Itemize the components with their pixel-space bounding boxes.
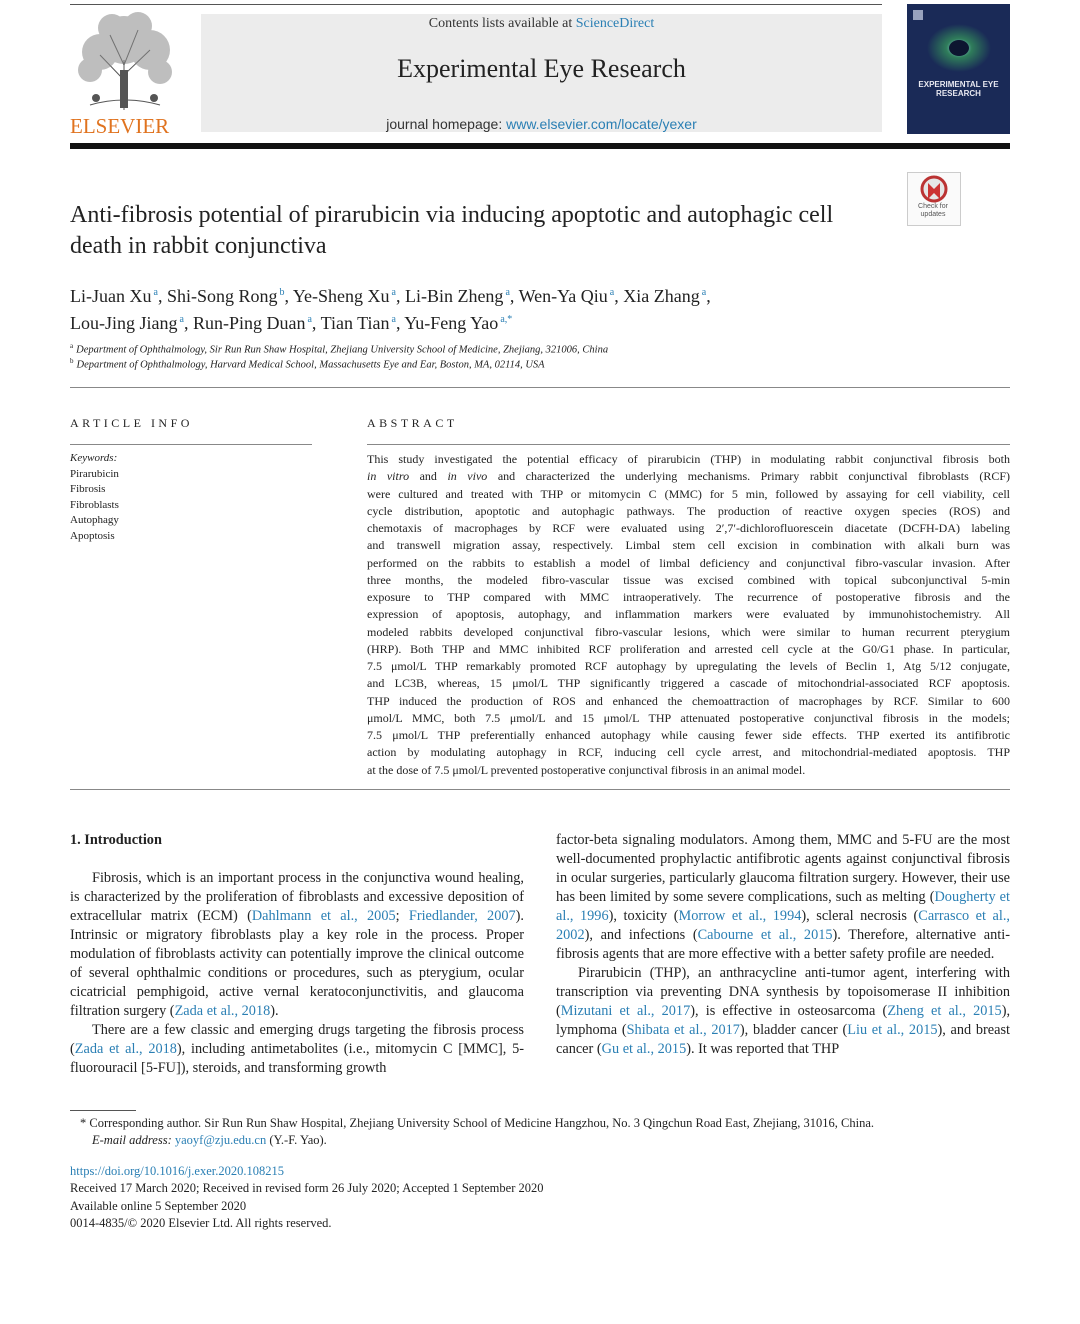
abstract-line: action by modulating autophagy in RCF, inducing cell cycle arrest, and mitochondrial-mediated apoptosis. THP [367, 745, 1010, 760]
abstract-line: This study investigated the potential efficacy of pirarubicin (THP) in modulating rabbit conjunctival fibrosis both [367, 452, 1010, 466]
author-affiliation-mark[interactable]: a [307, 314, 312, 325]
article-footer [70, 1163, 544, 1232]
author-list: Li-Juan Xu $^a$, Shi-Song Rong $^b$, Ye-Sheng Xu $^a$, Li-Bin Zheng $^a$, Wen-Ya Qiu $^a$, Xia Zhang $^a$, Lou-Jing Jiang $^a$, Run-Ping Duan $^a$, Tian Tian $^a$, Yu-Feng Yao $^{a,*}$ [70, 286, 711, 333]
journal-homepage-link[interactable]: www.elsevier.com/locate/yexer [506, 116, 697, 132]
abstract-line: modeled rabbits developed conjunctival fibro-vascular lesions, which were similar to human recurrent pterygium [367, 624, 1010, 639]
author-name[interactable]: Tian Tian [320, 313, 390, 333]
author-name[interactable]: Yu-Feng Yao [404, 313, 499, 333]
journal-name: Experimental Eye Research [397, 54, 686, 83]
paragraph: There are a few classic and emerging drugs targeting the fibrosis process (Zada et al., 2018), including antimetabolites (i.e., mitomycin C [MMC], 5-fluorouracil [5-FU]), steroids, and transforming growth [70, 1022, 524, 1076]
citation-link[interactable]: Friedlander, 2007 [408, 908, 516, 924]
citation-link[interactable]: Zada et al., 2018 [174, 1003, 271, 1019]
abstract-line: in vitro and in vivo and characterized the underlying mechanisms. Primary rabbit conjunctival fibroblasts (RCF) [367, 469, 1011, 484]
received-dates: Received 17 March 2020; Received in revised form 26 July 2020; Accepted 1 September 2020 [70, 1181, 544, 1196]
abstract-line: were cultured and treated with THP or mitomycin C (MMC) for 5 min, followed by assaying for cell viability, cell [367, 486, 1010, 501]
check-for-updates-label: Check for updates [918, 203, 948, 218]
citation-link[interactable]: Gu et al., 2015 [601, 1041, 687, 1057]
citation-link[interactable]: Morrow et al., 1994 [678, 908, 802, 924]
author-affiliation-mark[interactable]: a [505, 287, 510, 298]
author-name[interactable]: Li-Juan Xu [70, 286, 152, 306]
email-link[interactable]: yaoyf@zju.edu.cn [174, 1133, 267, 1147]
citation-link[interactable]: Carrasco et al., 2002 [556, 908, 1010, 943]
citation-link[interactable]: Liu et al., 2015 [847, 1022, 938, 1038]
abstract-bottom-rule [70, 789, 1010, 790]
copyright: 0014-4835/© 2020 Elsevier Ltd. All rights reserved. [70, 1215, 332, 1230]
cover-title: EXPERIMENTAL EYE RESEARCH [918, 80, 999, 98]
keyword: Apoptosis [70, 529, 115, 542]
paragraph: factor-beta signaling modulators. Among them, MMC and 5-FU are the most well-documented prophylactic antifibrotic agents against conjunctival fibrosis in ocular surgeries, particularly glaucoma filtration surgery. However, their use has been limited by some severe complications, such as melting (Dougherty et al., 1996), toxicity (Morrow et al., 1994), scleral necrosis (Carrasco et al., 2002), and infections (Cabourne et al., 2015). Therefore, alternative anti-fibrosis agents that are more effective with a better safety profile are needed. [556, 832, 1010, 962]
keyword: Fibrosis [70, 483, 106, 495]
author-name[interactable]: Ye-Sheng Xu [292, 286, 390, 306]
author-name[interactable]: Run-Ping Duan [192, 313, 306, 333]
title-rule [70, 387, 1010, 388]
footnote-rule [70, 1110, 136, 1111]
journal-cover-image [907, 4, 1010, 134]
author-name[interactable]: Li-Bin Zheng [404, 286, 504, 306]
author-affiliation-mark[interactable]: a [391, 314, 396, 325]
abstract-line: and LC3B, whereas, 15 μmol/L THP significantly triggered a cascade of mitochondrial-associated RCF apoptosis. [367, 676, 1010, 691]
intro-heading: 1. Introduction [70, 832, 162, 848]
abstract-line: cycle distribution, apoptotic and autophagic pathways. The production of reactive oxygen species (ROS) and [367, 503, 1010, 518]
author-affiliation-mark[interactable]: a [153, 287, 158, 298]
keyword: Fibroblasts [70, 498, 119, 511]
header-top-rule [70, 4, 882, 5]
author-name[interactable]: Xia Zhang [623, 286, 700, 306]
abstract-line: expression of apoptosis, autophagy, and inflammation markers were evaluated by immunohistochemistry. All [367, 607, 1010, 622]
abstract-line: (HRP). Both THP and MMC inhibited RCF proliferation and arrested cell cycle at the G0/G1 phase. In particular, [367, 641, 1010, 656]
email-note: E-mail address: yaoyf@zju.edu.cn (Y.-F. Yao). [92, 1133, 327, 1147]
author-affiliation-mark[interactable]: b [279, 287, 285, 298]
affiliation-a: $^a$ Department of Ophthalmology, Sir Run Run Shaw Hospital, Zhejiang University School of Medicine, Zhejiang, 321006, China [70, 342, 609, 356]
article-info-heading: ARTICLE INFO [70, 416, 193, 430]
keyword: Pirarubicin [70, 467, 119, 480]
abstract-line: 7.5 μmol/L THP remarkably promoted RCF autophagy by upregulating the levels of Beclin 1, Atg 5/12 conjugate, [367, 659, 1010, 673]
abstract-line: three months, the modeled fibro-vascular tissue was excised combined with topical subconjunctival 5-min [367, 572, 1010, 587]
keywords-label: Keywords: [70, 452, 118, 464]
author-affiliation-mark[interactable]: a,* [500, 314, 513, 325]
abstract-line: μmol/L MMC, both 7.5 μmol/L and 15 μmol/L THP attenuated postoperative conjunctival fibrosis in the models; [367, 710, 1010, 725]
author-name[interactable]: Shi-Song Rong [166, 286, 278, 306]
article-info-rule [70, 444, 312, 445]
corresponding-author-note: * Corresponding author. Sir Run Run Shaw Hospital, Zhejiang University School of Medicine Hangzhou, No. 3 Qingchun Road East, Zhejiang, 31016, China. [80, 1116, 874, 1130]
author-affiliation-mark[interactable]: a [701, 287, 707, 298]
keyword: Autophagy [70, 514, 119, 526]
contents-line: Contents lists available at ScienceDirect [428, 16, 655, 31]
intro-left-column [70, 869, 524, 1078]
paragraph: Pirarubicin (THP), an anthracycline anti-tumor agent, interfering with transcription via preventing DNA synthesis by topoisomerase II inhibition (Mizutani et al., 2017), is effective in osteosarcoma (Zheng et al., 2015), lymphoma (Shibata et al., 2017), bladder cancer (Liu et al., 2015), and breast cancer (Gu et al., 2015). It was reported that THP [556, 965, 1011, 1057]
citation-link[interactable]: Zada et al., 2018 [74, 1041, 177, 1057]
abstract-line: THP induced the production of ROS and enhanced the chemoattraction of macrophages by RCF. Similar to 600 [367, 693, 1010, 708]
abstract-line: performed on the rabbits to establish a model of limbal deficiency and conjunctival fibro-vascular invasion. After [367, 555, 1010, 570]
abstract-heading: ABSTRACT [367, 416, 458, 430]
keywords-block [70, 451, 119, 544]
abstract-line: exposure to THP compared with MMC intraoperatively. The recurrence of postoperative fibrosis and the [367, 590, 1010, 604]
author-affiliation-mark[interactable]: a [179, 314, 184, 325]
paragraph: Fibrosis, which is an important process in the conjunctiva wound healing, is characterized by the proliferation of fibroblasts and excessive deposition of extracellular matrix (ECM) (Dahlmann et al., 2005; Friedlander, 2007). Intrinsic or migratory fibroblasts play a key role in the process. Proper modulation of fibroblasts activity can potentially improve the clinical outcome of several ophthalmic conditions or procedures, such as pterygium, ocular cicatricial pemphigoid, active vernal keratoconjunctivitis, and glaucoma filtration surgery (Zada et al., 2018). [70, 870, 524, 1019]
abstract-rule [367, 444, 1010, 445]
abstract-line: and transwell migration assay, respectively. Limbal stem cell excision in combination with alkali burn was [367, 538, 1010, 553]
abstract-text [367, 451, 1010, 779]
affiliation-b: $^b$ Department of Ophthalmology, Harvard Medical School, Massachusetts Eye and Ear, Boston, MA, 02114, USA [70, 357, 545, 371]
author-affiliation-mark[interactable]: a [391, 287, 396, 298]
author-affiliation-mark[interactable]: a [609, 287, 615, 298]
citation-link[interactable]: Dougherty et al., 1996 [556, 889, 1010, 924]
citation-link[interactable]: Dahlmann et al., 2005 [251, 908, 396, 924]
sciencedirect-link[interactable]: ScienceDirect [575, 16, 655, 31]
publisher-wordmark: ELSEVIER [70, 114, 170, 138]
citation-link[interactable]: Cabourne et al., 2015 [697, 927, 833, 943]
citation-link[interactable]: Mizutani et al., 2017 [560, 1003, 691, 1019]
homepage-line: journal homepage: www.elsevier.com/locate/yexer [386, 116, 697, 132]
doi-link[interactable]: https://doi.org/10.1016/j.exer.2020.108215 [70, 1164, 285, 1178]
article-title: Anti-fibrosis potential of pirarubicin via inducing apoptotic and autophagic cell death in rabbit conjunctiva [70, 202, 834, 259]
online-date: Available online 5 September 2020 [70, 1198, 247, 1213]
abstract-line: chemotaxis of macrophages by RCF were evaluated using 2′,7′-dichlorofluorescein diacetate (DCFH-DA) labeling [367, 521, 1010, 535]
citation-link[interactable]: Shibata et al., 2017 [626, 1022, 740, 1038]
author-name[interactable]: Lou-Jing Jiang [70, 313, 178, 333]
citation-link[interactable]: Zheng et al., 2015 [887, 1003, 1002, 1019]
abstract-line: 7.5 μmol/L THP preferentially enhanced autophagy while causing fewer side effects. THP exerted its antifibrotic [367, 728, 1010, 742]
author-name[interactable]: Wen-Ya Qiu [518, 286, 608, 306]
intro-right-column [556, 831, 1010, 1059]
abstract-line: at the dose of 7.5 μmol/L prevented postoperative conjunctival fibrosis in an animal model. [367, 762, 806, 777]
header-thick-rule [70, 143, 1010, 149]
